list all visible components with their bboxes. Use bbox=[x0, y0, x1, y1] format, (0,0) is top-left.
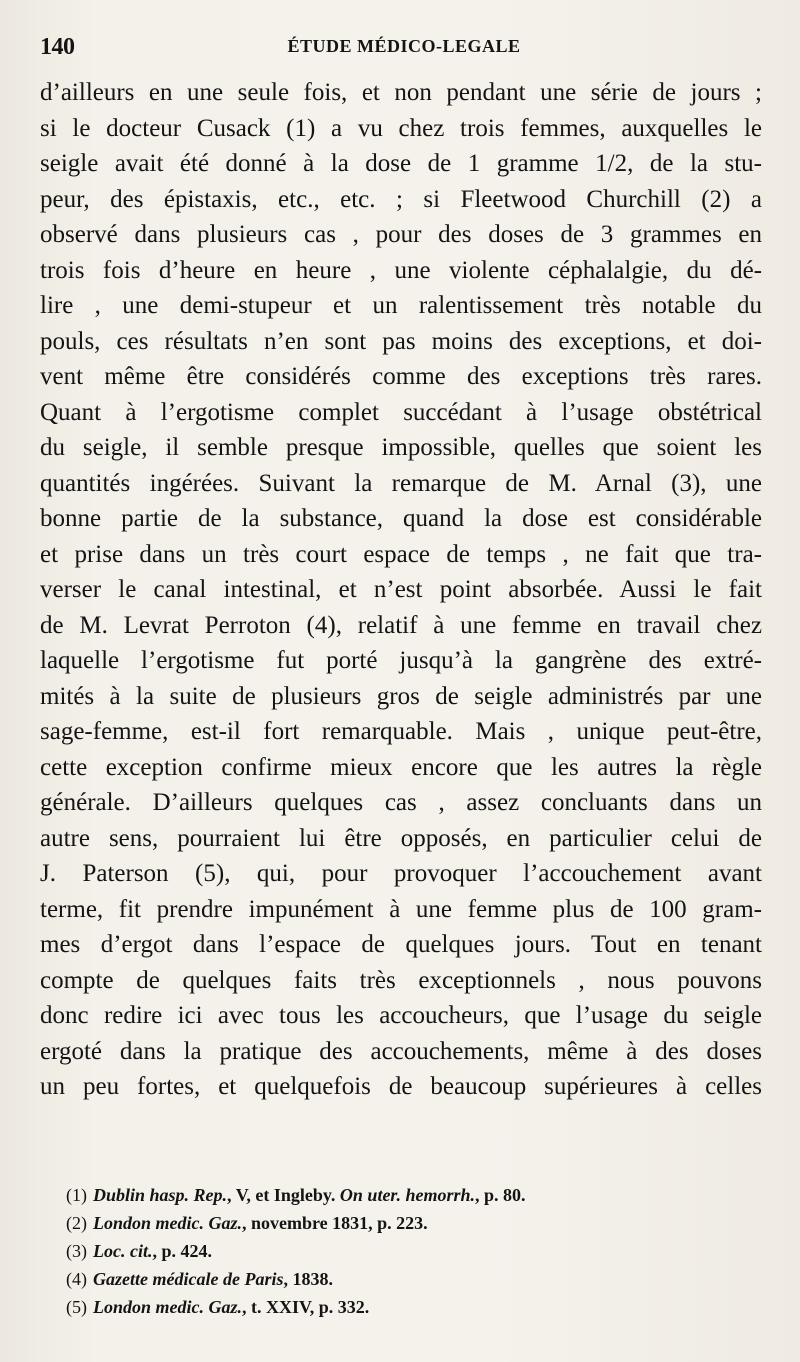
footnote-number: (3) bbox=[66, 1241, 87, 1261]
footnote-source: Dublin hasp. Rep. bbox=[93, 1185, 228, 1205]
text-line: laquelle l’ergotisme fut porté jusqu’à la gangrène des extré- bbox=[40, 647, 762, 674]
text-line: compte de quelques faits très exceptionnels , nous pouvons bbox=[40, 966, 762, 994]
footnote-text: , p. 424. bbox=[152, 1241, 212, 1261]
footnote-source: London medic. Gaz. bbox=[93, 1297, 243, 1317]
footnote-number: (1) bbox=[66, 1185, 87, 1205]
body-text bbox=[40, 75, 762, 1105]
footnote-text: , p. 80. bbox=[474, 1185, 526, 1205]
text-line: ergoté dans la pratique des accouchements, même à des doses bbox=[40, 1037, 762, 1065]
text-line: générale. D’ailleurs quelques cas , assez concluants dans un bbox=[40, 789, 762, 816]
text-line: lire , une demi-stupeur et un ralentissement très notable du bbox=[40, 292, 762, 319]
footnote-number: (4) bbox=[66, 1269, 87, 1289]
page-header bbox=[40, 34, 768, 64]
footnote bbox=[66, 1209, 756, 1237]
page-number: 140 bbox=[40, 34, 75, 60]
footnote-text: , novembre 1831, p. 223. bbox=[242, 1213, 428, 1233]
footnote bbox=[66, 1265, 756, 1293]
footnote-text: , t. XXIV, p. 332. bbox=[242, 1297, 370, 1317]
footnote-source: Gazette médicale de Paris bbox=[93, 1269, 284, 1289]
footnote-source: London medic. Gaz. bbox=[93, 1213, 243, 1233]
text-line: un peu fortes, et quelquefois de beaucoup supérieures à celles bbox=[40, 1073, 762, 1100]
footnote-number: (2) bbox=[66, 1213, 87, 1233]
text-line: vent même être considérés comme des exceptions très rares. bbox=[40, 363, 762, 390]
text-line: verser le canal intestinal, et n’est point absorbée. Aussi le fait bbox=[40, 576, 762, 603]
text-line: bonne partie de la substance, quand la dose est considérable bbox=[40, 505, 762, 532]
text-line: du seigle, il semble presque impossible, quelles que soient les bbox=[40, 434, 762, 461]
footnotes bbox=[66, 1181, 756, 1321]
footnote-text: , 1838. bbox=[283, 1269, 333, 1289]
text-line: mités à la suite de plusieurs gros de seigle administrés par une bbox=[40, 682, 762, 710]
text-line: et prise dans un très court espace de temps , ne fait que tra- bbox=[40, 540, 762, 568]
footnote bbox=[66, 1181, 756, 1209]
text-line: donc redire ici avec tous les accoucheurs, que l’usage du seigle bbox=[40, 1002, 762, 1029]
footnote bbox=[66, 1237, 756, 1265]
footnote-source: Loc. cit. bbox=[93, 1241, 153, 1261]
text-line: pouls, ces résultats n’en sont pas moins des exceptions, et doi- bbox=[40, 327, 762, 355]
running-title: ÉTUDE MÉDICO-LEGALE bbox=[287, 36, 521, 56]
footnote-number: (5) bbox=[66, 1297, 87, 1317]
text-line: J. Paterson (5), qui, pour provoquer l’accouchement avant bbox=[40, 860, 762, 887]
footnote-text: , V, et Ingleby. bbox=[227, 1185, 340, 1205]
text-line: quantités ingérées. Suivant la remarque de M. Arnal (3), une bbox=[40, 469, 762, 497]
text-line: d’ailleurs en une seule fois, et non pendant une série de jours ; bbox=[40, 79, 762, 106]
text-line: cette exception confirme mieux encore que les autres la règle bbox=[40, 753, 762, 781]
text-line: peur, des épistaxis, etc., etc. ; si Fleetwood Churchill (2) a bbox=[40, 185, 762, 213]
text-line: autre sens, pourraient lui être opposés, en particulier celui de bbox=[40, 824, 762, 852]
text-line: observé dans plusieurs cas , pour des doses de 3 grammes en bbox=[40, 221, 762, 248]
text-line: mes d’ergot dans l’espace de quelques jours. Tout en tenant bbox=[40, 931, 762, 958]
footnote-source: On uter. hemorrh. bbox=[339, 1185, 475, 1205]
footnote bbox=[66, 1293, 756, 1321]
text-line: terme, fit prendre impunément à une femme plus de 100 gram- bbox=[40, 895, 762, 923]
text-line: si le docteur Cusack (1) a vu chez trois femmes, auxquelles le bbox=[40, 114, 762, 142]
text-line: sage-femme, est-il fort remarquable. Mais , unique peut-être, bbox=[40, 718, 762, 745]
text-line: Quant à l’ergotisme complet succédant à l’usage obstétrical bbox=[40, 398, 762, 426]
text-line: trois fois d’heure en heure , une violente céphalalgie, du dé- bbox=[40, 256, 762, 284]
text-line: seigle avait été donné à la dose de 1 gramme 1/2, de la stu- bbox=[40, 150, 762, 177]
text-line: de M. Levrat Perroton (4), relatif à une femme en travail chez bbox=[40, 611, 762, 639]
